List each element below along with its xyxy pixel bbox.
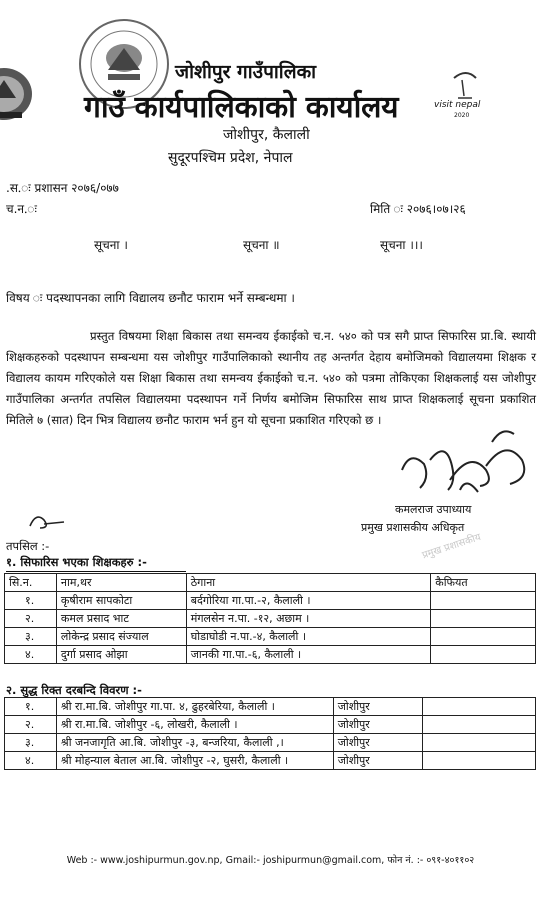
- row-remarks: [423, 752, 536, 770]
- notice-body: प्रस्तुत विषयमा शिक्षा बिकास तथा समन्वय ईकाईको च.न. ५४० को पत्र सगै प्राप्त सिफारिस प्रा.बि. स्थायी शिक्षकहरुको पदस्थापन सम्बन्धमा यस जोशीपुर गाउँपालिकाको स्थानीय तह अन्तर्गत देहाय बमोजिमको विद्यालयमा शिक्षक र विद्यालय कायम गरिएकोले यस शिक्षा बिकास तथा समन्वय ईकाईको च.न. ५४० को पत्रमा तोकिएका शिक्षकलाई यस जोशीपुर गाउँपालिका अन्तर्गत तपसिल विद्यालयमा पदस्थापन गर्ने निर्णय बमोजिम सिफारिस साथ प्राप्त शिक्षकलाई सूचना प्रकाशित मितिले ७ (सात) दिन भित्र विद्यालय छनौट फाराम भर्न हुन यो सूचना प्रकाशित गरिएको छ ।: [6, 329, 536, 427]
- table-row: [5, 734, 536, 752]
- row-sn: ४.: [5, 752, 57, 770]
- row-remarks: [423, 734, 536, 752]
- table-header-row: [5, 574, 536, 592]
- row-address: घोडाघोडी न.पा.-४, कैलाली ।: [186, 628, 430, 646]
- row-sn: ४.: [5, 646, 57, 664]
- section2-title: २. सुद्ध रिक्त दरबन्दि विवरण :-: [6, 683, 142, 697]
- row-name: कृषीराम सापकोटा: [56, 592, 186, 610]
- row-sn: २.: [5, 716, 57, 734]
- notice-heading-2: सूचना ॥: [243, 238, 280, 252]
- table-row: [5, 716, 536, 734]
- row-school: श्री जनजागृति आ.बि. जोशीपुर -३, बन्जरिया, कैलाली ,।: [56, 734, 333, 752]
- office-line2: गाउँ कार्यपालिकाको कार्यालय: [84, 90, 399, 125]
- subject-line: विषय ः पदस्थापनका लागि विद्यालय छनौट फाराम भर्ने सम्बन्धमा ।: [6, 291, 295, 305]
- dispatch-number: च.न.ः: [6, 202, 37, 216]
- row-address: जानकी गा.पा.-६, कैलाली ।: [186, 646, 430, 664]
- row-sn: २.: [5, 610, 57, 628]
- table-row: [5, 698, 536, 716]
- row-remarks: [431, 592, 536, 610]
- row-school: श्री रा.मा.बि. जोशीपुर गा.पा. ४, ढुहरबेरिया, कैलाली ।: [56, 698, 333, 716]
- faded-stamp: प्रमुख प्रशासकीय: [420, 532, 483, 562]
- address-line1: जोशीपुर, कैलाली: [223, 127, 310, 143]
- row-remarks: [431, 610, 536, 628]
- signer-title: प्रमुख प्रशासकीय अधिकृत: [361, 521, 465, 534]
- notice-heading-1: सूचना ।: [94, 238, 128, 252]
- tapasil-label: तपसिल :-: [6, 539, 50, 553]
- row-school: श्री मोहन्याल बेताल आ.बि. जोशीपुर -२, घुसरी, कैलाली ।: [56, 752, 333, 770]
- initial-signature-icon: [26, 510, 68, 532]
- row-address: मंगलसेन न.पा. -१२, अछाम ।: [186, 610, 430, 628]
- row-remarks: [423, 716, 536, 734]
- row-sn: १.: [5, 698, 57, 716]
- reference-number: .स.ः प्रशासन २०७६/०७७: [6, 181, 119, 195]
- section1-underline: [6, 571, 186, 572]
- header-remarks: कैफियत: [431, 574, 536, 592]
- header-address: ठेगाना: [186, 574, 430, 592]
- row-municipality: जोशीपुर: [333, 734, 423, 752]
- notice-heading-3: सूचना ।।।: [380, 238, 423, 252]
- row-sn: ३.: [5, 628, 57, 646]
- row-sn: १.: [5, 592, 57, 610]
- teachers-table: [4, 573, 536, 664]
- row-remarks: [431, 646, 536, 664]
- signer-name: कमलराज उपाध्याय: [395, 503, 472, 516]
- row-school: श्री रा.मा.बि. जोशीपुर -६, लोखरी, कैलाली ।: [56, 716, 333, 734]
- table-row: [5, 752, 536, 770]
- visit-nepal-logo-icon: [432, 68, 512, 120]
- row-remarks: [431, 628, 536, 646]
- signature-icon: [390, 420, 535, 505]
- office-line1: जोशीपुर गाउँपालिका: [175, 61, 317, 83]
- row-address: बर्दगोरिया गा.पा.-२, कैलाली ।: [186, 592, 430, 610]
- row-municipality: जोशीपुर: [333, 752, 423, 770]
- footer-contact: Web :- www.joshipurmun.gov.np, Gmail:- joshipurmun@gmail.com, फोन नं. :- ०९१-४०११०२: [66, 855, 475, 866]
- table-row: [5, 646, 536, 664]
- row-sn: ३.: [5, 734, 57, 752]
- row-remarks: [423, 698, 536, 716]
- row-name: कमल प्रसाद भाट: [56, 610, 186, 628]
- table-row: [5, 628, 536, 646]
- visit-nepal-text: visit nepal: [434, 100, 481, 110]
- table-row: [5, 610, 536, 628]
- row-name: लोकेन्द्र प्रसाद संज्याल: [56, 628, 186, 646]
- address-line2: सुदूरपश्चिम प्रदेश, नेपाल: [168, 150, 293, 166]
- header-name: नाम,थर: [56, 574, 186, 592]
- header-sn: सि.न.: [5, 574, 57, 592]
- row-name: दुर्गा प्रसाद ओझा: [56, 646, 186, 664]
- row-municipality: जोशीपुर: [333, 716, 423, 734]
- section1-title: १. सिफारिस भएका शिक्षकहरु :-: [6, 555, 147, 569]
- letter-date: मिति ः २०७६।०७।२६: [370, 202, 466, 216]
- vacancy-table: [4, 697, 536, 770]
- row-municipality: जोशीपुर: [333, 698, 423, 716]
- table-row: [5, 592, 536, 610]
- nepal-emblem-icon: [0, 62, 34, 122]
- visit-nepal-year: 2020: [454, 112, 470, 119]
